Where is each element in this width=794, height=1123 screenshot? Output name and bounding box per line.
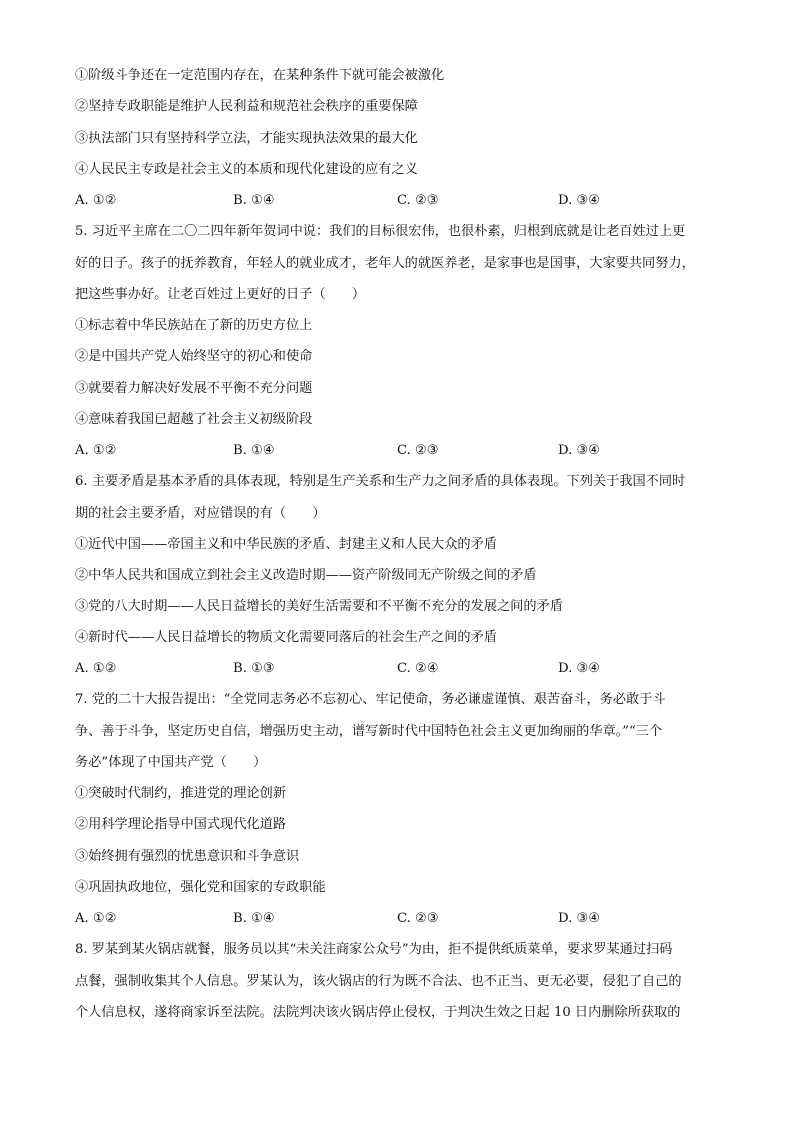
q7-item-2: ②用科学理论指导中国式现代化道路 [75, 817, 286, 832]
q4-option-b: B. ①④ [233, 193, 275, 208]
q5-option-d: D. ③④ [558, 443, 601, 458]
q4-item-1: ①阶级斗争还在一定范围内存在，在某种条件下就可能会被激化 [75, 68, 445, 83]
q7-item-3: ③始终拥有强烈的忧患意识和斗争意识 [75, 849, 300, 864]
q5-option-b: B. ①④ [233, 443, 275, 458]
q8-stem-line-3: 个人信息权，遂将商家诉至法院。法院判决该火锅店停止侵权，于判决生效之日起 10 日内删除所获取的 [75, 1005, 681, 1020]
q6-options [75, 660, 735, 678]
q4-option-c: C. ②③ [397, 193, 439, 208]
q6-option-a: A. ①② [75, 661, 117, 676]
q5-option-c: C. ②③ [397, 443, 439, 458]
q7-item-1: ①突破时代制约，推进党的理论创新 [75, 786, 286, 801]
q7-stem-line-1: 7. 党的二十大报告提出：“全党同志务必不忘初心、牢记使命，务必谦虚谨慎、艰苦奋斗，务必敢于斗 [75, 692, 666, 707]
q5-options [75, 442, 735, 460]
q6-stem-line-2: 期的社会主要矛盾，对应错误的有（ ） [75, 506, 326, 521]
q6-item-2: ②中华人民共和国成立到社会主义改造时期——资产阶级同无产阶级之间的矛盾 [75, 568, 537, 583]
q5-stem-line-3: 把这些事办好。让老百姓过上更好的日子（ ） [75, 287, 366, 302]
q7-option-d: D. ③④ [558, 911, 601, 926]
q4-option-a: A. ①② [75, 193, 117, 208]
q7-option-b: B. ①④ [233, 911, 275, 926]
q7-options [75, 910, 735, 928]
q6-item-1: ①近代中国——帝国主义和中华民族的矛盾、封建主义和人民大众的矛盾 [75, 537, 497, 552]
q6-item-4: ④新时代——人民日益增长的物质文化需要同落后的社会生产之间的矛盾 [75, 630, 497, 645]
q6-option-d: D. ③④ [558, 661, 601, 676]
q5-option-a: A. ①② [75, 443, 117, 458]
q7-stem-line-3: 务必”体现了中国共产党（ ） [75, 755, 267, 770]
q7-stem-line-2: 争、善于斗争，坚定历史自信，增强历史主动，谱写新时代中国特色社会主义更加绚丽的华章。”“三个 [75, 724, 663, 739]
q4-item-3: ③执法部门只有坚持科学立法，才能实现执法效果的最大化 [75, 131, 418, 146]
q5-item-2: ②是中国共产党人始终坚守的初心和使命 [75, 349, 313, 364]
q5-item-1: ①标志着中华民族站在了新的历史方位上 [75, 318, 313, 333]
q4-item-2: ②坚持专政职能是维护人民利益和规范社会秩序的重要保障 [75, 99, 418, 114]
q4-item-4: ④人民民主专政是社会主义的本质和现代化建设的应有之义 [75, 162, 418, 177]
q4-options [75, 192, 735, 210]
q5-stem-line-2: 好的日子。孩子的抚养教育，年轻人的就业成才，老年人的就医养老，是家事也是国事，大家要共同努力， [75, 256, 695, 271]
q6-item-3: ③党的八大时期——人民日益增长的美好生活需要和不平衡不充分的发展之间的矛盾 [75, 599, 563, 614]
q4-option-d: D. ③④ [558, 193, 601, 208]
q5-item-4: ④意味着我国已超越了社会主义初级阶段 [75, 412, 313, 427]
q7-option-c: C. ②③ [397, 911, 439, 926]
q8-stem-line-2: 点餐，强制收集其个人信息。罗某认为，该火锅店的行为既不合法、也不正当、更无必要，侵犯了自己的 [75, 974, 682, 989]
q6-option-c: C. ②④ [397, 661, 439, 676]
q5-stem-line-1: 5. 习近平主席在二〇二四年新年贺词中说：我们的目标很宏伟，也很朴素，归根到底就是让老百姓过上更 [75, 224, 686, 239]
q7-item-4: ④巩固执政地位，强化党和国家的专政职能 [75, 880, 326, 895]
q7-option-a: A. ①② [75, 911, 117, 926]
q6-stem-line-1: 6. 主要矛盾是基本矛盾的具体表现，特别是生产关系和生产力之间矛盾的具体表现。下列关于我国不同时 [75, 474, 686, 489]
q8-stem-line-1: 8. 罗某到某火锅店就餐，服务员以其“未关注商家公众号”为由，拒不提供纸质菜单，要求罗某通过扫码 [75, 942, 673, 957]
q6-option-b: B. ①③ [233, 661, 275, 676]
q5-item-3: ③就要着力解决好发展不平衡不充分问题 [75, 381, 313, 396]
